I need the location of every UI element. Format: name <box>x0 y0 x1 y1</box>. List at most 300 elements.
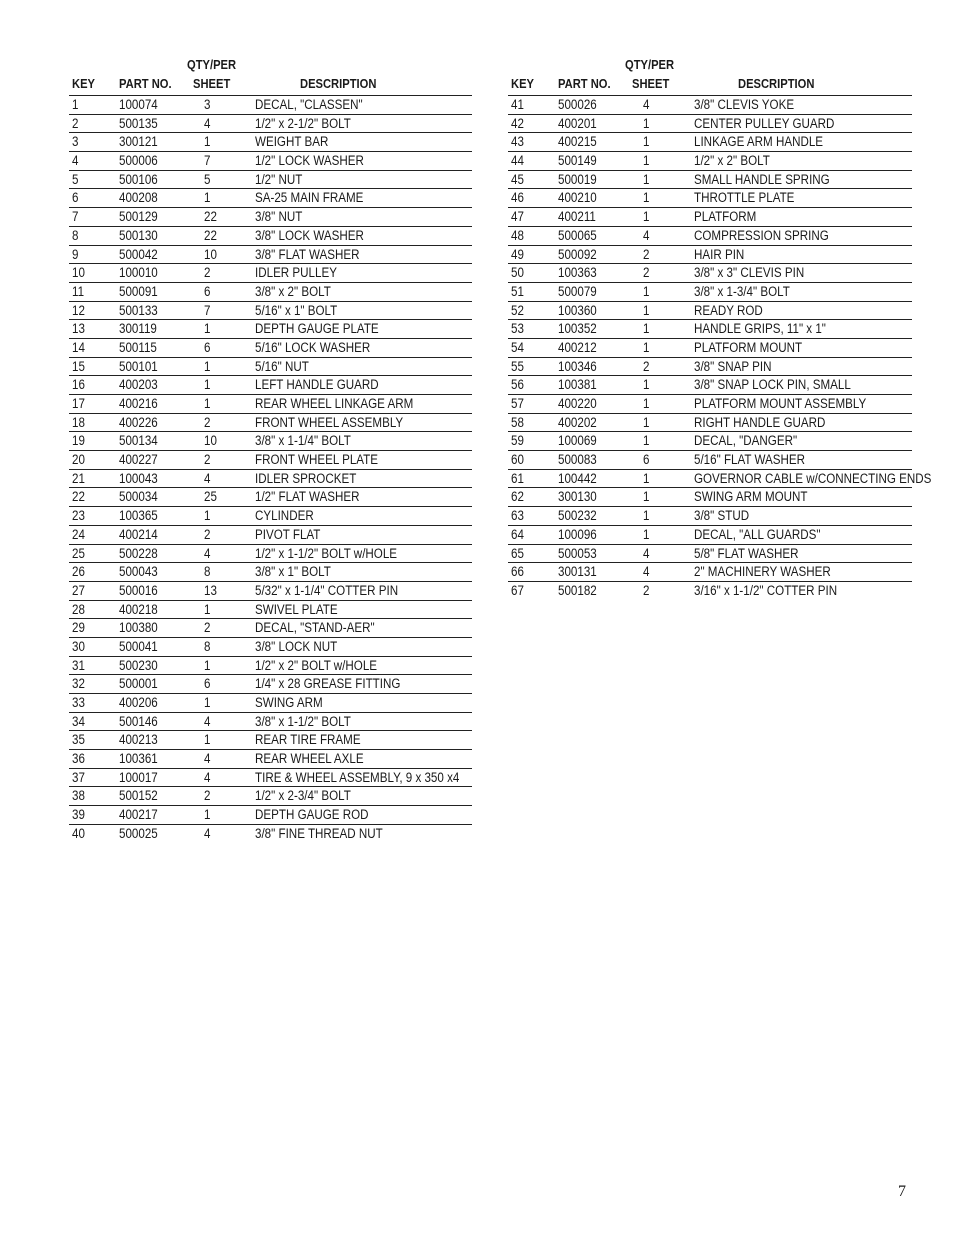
description-cell: 3/8" x 2" BOLT <box>255 283 331 299</box>
description-cell: DEPTH GAUGE PLATE <box>255 321 379 337</box>
description-cell: PIVOT FLAT <box>255 526 321 542</box>
table-row <box>508 395 912 414</box>
description-cell: 3/16" x 1-1/2" COTTER PIN <box>694 582 838 598</box>
qty-cell: 2 <box>643 265 650 281</box>
table-body <box>69 95 472 843</box>
table-row <box>508 208 912 227</box>
table-row <box>69 152 472 171</box>
part-no-cell: 500232 <box>558 508 597 524</box>
qty-cell: 1 <box>643 526 650 542</box>
qty-cell: 1 <box>643 283 650 299</box>
description-cell: 3/8" LOCK NUT <box>255 638 338 654</box>
part-no-cell: 400212 <box>558 339 597 355</box>
table-row <box>508 189 912 208</box>
description-cell: 1/2" x 2" BOLT w/HOLE <box>255 657 378 673</box>
key-cell: 67 <box>511 582 524 598</box>
table-row <box>69 189 472 208</box>
qty-cell: 4 <box>643 545 650 561</box>
description-cell: 3/8" SNAP LOCK PIN, SMALL <box>694 377 851 393</box>
qty-cell: 1 <box>204 377 211 393</box>
key-cell: 66 <box>511 564 524 580</box>
description-cell: 3/8" SNAP PIN <box>694 358 772 374</box>
description-cell: 2" MACHINERY WASHER <box>694 564 831 580</box>
table-row <box>69 675 472 694</box>
description-cell: PLATFORM MOUNT ASSEMBLY <box>694 396 867 411</box>
qty-cell: 2 <box>204 620 211 636</box>
description-cell: READY ROD <box>694 302 763 318</box>
part-no-cell: 500041 <box>119 638 158 654</box>
key-cell: 5 <box>72 171 79 187</box>
table-body <box>508 95 932 600</box>
table-row <box>508 171 912 190</box>
key-header: KEY <box>511 76 534 91</box>
description-cell: 1/2" x 2" BOLT <box>694 153 770 169</box>
part-no-cell: 100360 <box>558 302 597 318</box>
table-row <box>69 619 472 638</box>
table-row <box>69 769 472 788</box>
part-no-cell: 500130 <box>119 227 158 243</box>
description-cell: SWING ARM <box>255 695 323 710</box>
key-cell: 36 <box>72 751 85 767</box>
qty-cell: 1 <box>204 695 211 710</box>
key-cell: 13 <box>72 321 85 337</box>
qty-cell: 8 <box>204 564 211 580</box>
part-no-cell: 300119 <box>119 321 157 337</box>
table-header <box>69 55 472 95</box>
description-cell: 3/8" x 1-1/2" BOLT <box>255 713 351 729</box>
description-cell: HAIR PIN <box>694 246 745 262</box>
part-no-cell: 400216 <box>119 396 158 411</box>
table-row <box>508 563 912 582</box>
description-cell: 5/32" x 1-1/4" COTTER PIN <box>255 582 399 598</box>
key-cell: 59 <box>511 433 524 449</box>
key-cell: 49 <box>511 246 524 262</box>
key-cell: 1 <box>72 97 79 112</box>
table-row <box>508 227 912 246</box>
part-no-cell: 500115 <box>119 339 157 355</box>
part-no-cell: 500101 <box>119 358 158 374</box>
part-no-cell: 400206 <box>119 695 158 710</box>
key-cell: 9 <box>72 246 79 262</box>
description-header: DESCRIPTION <box>300 76 377 91</box>
key-cell: 33 <box>72 695 85 710</box>
part-no-cell: 500006 <box>119 153 158 169</box>
qty-cell: 2 <box>643 582 650 598</box>
key-cell: 65 <box>511 545 524 561</box>
qty-cell: 1 <box>204 190 211 206</box>
key-cell: 21 <box>72 470 85 486</box>
key-cell: 2 <box>72 115 79 131</box>
table-row <box>69 115 472 134</box>
description-cell: 1/2" NUT <box>255 171 303 187</box>
description-cell: SWING ARM MOUNT <box>694 489 808 505</box>
key-cell: 4 <box>72 153 79 169</box>
description-cell: SWIVEL PLATE <box>255 601 338 617</box>
key-cell: 8 <box>72 227 79 243</box>
qty-cell: 1 <box>643 508 650 524</box>
qty-cell: 1 <box>204 657 211 673</box>
table-row <box>69 358 472 377</box>
description-cell: SMALL HANDLE SPRING <box>694 171 830 187</box>
description-cell: LINKAGE ARM HANDLE <box>694 134 824 150</box>
qty-cell: 6 <box>204 283 211 299</box>
key-cell: 61 <box>511 470 524 486</box>
part-no-cell: 500129 <box>119 209 158 225</box>
description-cell: 3/8" FLAT WASHER <box>255 246 360 262</box>
description-cell: PLATFORM MOUNT <box>694 339 803 355</box>
table-row <box>69 582 472 601</box>
part-no-cell: 400214 <box>119 526 158 542</box>
description-cell: 3/8" CLEVIS YOKE <box>694 97 795 112</box>
key-cell: 60 <box>511 452 524 468</box>
table-row <box>69 526 472 545</box>
description-cell: 1/2" x 2-3/4" BOLT <box>255 788 351 804</box>
description-cell: 5/16" LOCK WASHER <box>255 339 371 355</box>
qty-cell: 1 <box>204 396 211 411</box>
description-cell: DEPTH GAUGE ROD <box>255 807 369 823</box>
key-cell: 10 <box>72 265 85 281</box>
table-row <box>508 246 912 265</box>
qty-cell: 4 <box>204 751 211 767</box>
part-no-cell: 500042 <box>119 246 158 262</box>
table-header <box>508 55 912 95</box>
key-cell: 7 <box>72 209 79 225</box>
key-cell: 40 <box>72 825 85 841</box>
qty-cell: 5 <box>204 171 211 187</box>
table-row <box>69 227 472 246</box>
key-cell: 64 <box>511 526 524 542</box>
table-row <box>69 246 472 265</box>
part-no-cell: 500149 <box>558 153 597 169</box>
qty-cell: 10 <box>204 246 217 262</box>
key-cell: 25 <box>72 545 85 561</box>
part-no-cell: 400202 <box>558 414 597 430</box>
part-no-cell: 400226 <box>119 414 158 430</box>
qty-cell: 1 <box>643 433 650 449</box>
qty-cell: 6 <box>643 452 650 468</box>
table-row <box>69 601 472 620</box>
qty-cell: 7 <box>204 302 211 318</box>
qty-cell: 4 <box>204 825 211 841</box>
key-cell: 15 <box>72 358 85 374</box>
parts-table-right <box>508 55 932 600</box>
qty-cell: 1 <box>643 470 650 486</box>
key-cell: 46 <box>511 190 524 206</box>
table-row <box>69 657 472 676</box>
key-cell: 3 <box>72 134 79 150</box>
part-no-cell: 400201 <box>558 115 597 131</box>
key-cell: 22 <box>72 489 85 505</box>
description-header: DESCRIPTION <box>738 76 815 91</box>
table-row <box>69 376 472 395</box>
key-cell: 57 <box>511 396 524 411</box>
table-row <box>69 320 472 339</box>
key-cell: 23 <box>72 508 85 524</box>
key-cell: 39 <box>72 807 85 823</box>
description-cell: FRONT WHEEL PLATE <box>255 452 379 468</box>
qty-cell: 2 <box>643 246 650 262</box>
table-row <box>508 358 912 377</box>
part-no-cell: 500065 <box>558 227 597 243</box>
key-cell: 26 <box>72 564 85 580</box>
part-no-cell: 100010 <box>119 265 158 281</box>
key-cell: 6 <box>72 190 79 206</box>
part-no-cell: 500106 <box>119 171 158 187</box>
table-row <box>69 750 472 769</box>
part-no-header: PART NO. <box>558 76 611 91</box>
qty-header-line1: QTY/PER <box>187 57 237 72</box>
part-no-cell: 300131 <box>558 564 597 580</box>
table-row <box>508 376 912 395</box>
qty-cell: 1 <box>643 190 650 206</box>
part-no-cell: 500134 <box>119 433 158 449</box>
table-row <box>69 414 472 433</box>
table-row <box>69 133 472 152</box>
key-cell: 37 <box>72 769 85 785</box>
qty-cell: 10 <box>204 433 217 449</box>
part-no-cell: 100074 <box>119 97 158 112</box>
qty-cell: 1 <box>204 321 211 337</box>
part-no-cell: 100017 <box>119 769 158 785</box>
table-row <box>69 264 472 283</box>
qty-cell: 2 <box>204 788 211 804</box>
key-cell: 50 <box>511 265 524 281</box>
key-cell: 29 <box>72 620 85 636</box>
qty-cell: 1 <box>643 489 650 505</box>
table-row <box>69 432 472 451</box>
qty-cell: 4 <box>204 545 211 561</box>
qty-cell: 25 <box>204 489 217 505</box>
table-row <box>508 133 912 152</box>
part-no-cell: 100363 <box>558 265 597 281</box>
table-row <box>69 694 472 713</box>
qty-cell: 4 <box>204 769 211 785</box>
part-no-cell: 500092 <box>558 246 597 262</box>
description-cell: COMPRESSION SPRING <box>694 227 829 243</box>
part-no-header: PART NO. <box>119 76 172 91</box>
part-no-cell: 100346 <box>558 358 597 374</box>
description-cell: 1/2" LOCK WASHER <box>255 153 364 169</box>
qty-cell: 1 <box>643 302 650 318</box>
table-row <box>508 115 912 134</box>
table-row <box>508 302 912 321</box>
key-cell: 45 <box>511 171 524 187</box>
description-cell: DECAL, "CLASSEN" <box>255 97 363 112</box>
part-no-cell: 100096 <box>558 526 597 542</box>
description-cell: DECAL, "ALL GUARDS" <box>694 526 821 542</box>
table-row <box>69 507 472 526</box>
qty-cell: 1 <box>643 153 650 169</box>
key-cell: 28 <box>72 601 85 617</box>
key-cell: 51 <box>511 283 524 299</box>
table-row <box>508 320 912 339</box>
table-row <box>69 488 472 507</box>
qty-cell: 2 <box>204 414 211 430</box>
qty-cell: 2 <box>204 526 211 542</box>
part-no-cell: 500133 <box>119 302 158 318</box>
part-no-cell: 500001 <box>119 676 158 692</box>
description-cell: REAR WHEEL AXLE <box>255 751 364 767</box>
part-no-cell: 500034 <box>119 489 158 505</box>
qty-cell: 13 <box>204 582 217 598</box>
part-no-cell: 500083 <box>558 452 597 468</box>
table-row <box>508 526 912 545</box>
description-cell: THROTTLE PLATE <box>694 190 795 206</box>
table-row <box>69 806 472 825</box>
part-no-cell: 100380 <box>119 620 158 636</box>
qty-cell: 1 <box>204 807 211 823</box>
table-row <box>69 470 472 489</box>
table-row <box>69 638 472 657</box>
table-row <box>69 96 472 115</box>
part-no-cell: 100069 <box>558 433 597 449</box>
table-row <box>508 152 912 171</box>
table-row <box>69 395 472 414</box>
description-cell: PLATFORM <box>694 209 757 225</box>
part-no-cell: 100381 <box>558 377 597 393</box>
description-cell: 1/2" FLAT WASHER <box>255 489 360 505</box>
page-number: 7 <box>898 1183 906 1200</box>
key-cell: 42 <box>511 115 524 131</box>
description-cell: 5/16" NUT <box>255 358 309 374</box>
part-no-cell: 400211 <box>558 209 596 225</box>
part-no-cell: 400227 <box>119 452 158 468</box>
qty-cell: 4 <box>204 713 211 729</box>
qty-header-line2: SHEET <box>193 76 231 91</box>
part-no-cell: 500079 <box>558 283 597 299</box>
description-cell: FRONT WHEEL ASSEMBLY <box>255 414 404 430</box>
qty-cell: 1 <box>643 396 650 411</box>
part-no-cell: 500091 <box>119 283 158 299</box>
table-row <box>508 545 912 564</box>
table-row <box>508 488 912 507</box>
key-cell: 63 <box>511 508 524 524</box>
part-no-cell: 500182 <box>558 582 597 598</box>
table-row <box>508 283 912 302</box>
qty-cell: 1 <box>643 171 650 187</box>
key-cell: 53 <box>511 321 524 337</box>
description-cell: REAR WHEEL LINKAGE ARM <box>255 396 414 411</box>
qty-header-line1: QTY/PER <box>625 57 675 72</box>
description-cell: RIGHT HANDLE GUARD <box>694 414 826 430</box>
table-row <box>69 171 472 190</box>
qty-cell: 1 <box>643 115 650 131</box>
part-no-cell: 100352 <box>558 321 597 337</box>
qty-cell: 1 <box>204 508 211 524</box>
description-cell: IDLER SPROCKET <box>255 470 357 486</box>
part-no-cell: 500230 <box>119 657 158 673</box>
table-row <box>508 470 932 489</box>
table-row <box>69 451 472 470</box>
description-cell: 3/8" STUD <box>694 508 750 524</box>
table-row <box>69 825 472 843</box>
qty-cell: 4 <box>643 97 650 112</box>
key-cell: 14 <box>72 339 85 355</box>
description-cell: REAR TIRE FRAME <box>255 732 361 748</box>
key-cell: 38 <box>72 788 85 804</box>
table-row <box>508 582 912 600</box>
table-row <box>69 563 472 582</box>
description-cell: 3/8" x 1-3/4" BOLT <box>694 283 790 299</box>
table-row <box>69 787 472 806</box>
part-no-cell: 500146 <box>119 713 158 729</box>
table-row <box>508 507 912 526</box>
qty-cell: 22 <box>204 227 217 243</box>
part-no-cell: 100043 <box>119 470 158 486</box>
qty-cell: 1 <box>204 358 211 374</box>
qty-cell: 8 <box>204 638 211 654</box>
key-cell: 20 <box>72 452 85 468</box>
description-cell: 3/8" LOCK WASHER <box>255 227 364 243</box>
description-cell: CENTER PULLEY GUARD <box>694 115 835 131</box>
description-cell: 1/4" x 28 GREASE FITTING <box>255 676 401 692</box>
table-row <box>69 339 472 358</box>
part-no-cell: 500228 <box>119 545 158 561</box>
description-cell: DECAL, "DANGER" <box>694 433 798 449</box>
key-header: KEY <box>72 76 95 91</box>
key-cell: 55 <box>511 358 524 374</box>
table-row <box>69 731 472 750</box>
qty-cell: 4 <box>643 227 650 243</box>
part-no-cell: 100361 <box>119 751 158 767</box>
table-row <box>69 545 472 564</box>
table-row <box>508 264 912 283</box>
description-cell: CYLINDER <box>255 508 314 524</box>
qty-cell: 6 <box>204 339 211 355</box>
qty-cell: 1 <box>643 321 650 337</box>
qty-cell: 2 <box>643 358 650 374</box>
part-no-cell: 300121 <box>119 134 158 150</box>
table-row <box>69 283 472 302</box>
part-no-cell: 400217 <box>119 807 158 823</box>
key-cell: 31 <box>72 657 85 673</box>
part-no-cell: 500019 <box>558 171 597 187</box>
qty-cell: 4 <box>204 470 211 486</box>
key-cell: 11 <box>72 283 85 299</box>
qty-cell: 3 <box>204 97 211 112</box>
part-no-cell: 400215 <box>558 134 597 150</box>
description-cell: IDLER PULLEY <box>255 265 337 281</box>
key-cell: 32 <box>72 676 85 692</box>
table-row <box>508 339 912 358</box>
qty-cell: 4 <box>643 564 650 580</box>
part-no-cell: 400203 <box>119 377 158 393</box>
part-no-cell: 400218 <box>119 601 158 617</box>
part-no-cell: 400220 <box>558 396 597 411</box>
description-cell: SA-25 MAIN FRAME <box>255 190 364 206</box>
qty-cell: 1 <box>204 134 211 150</box>
qty-cell: 6 <box>204 676 211 692</box>
key-cell: 56 <box>511 377 524 393</box>
table-row <box>69 713 472 732</box>
qty-cell: 22 <box>204 209 217 225</box>
key-cell: 44 <box>511 153 524 169</box>
key-cell: 18 <box>72 414 85 430</box>
qty-cell: 2 <box>204 452 211 468</box>
qty-cell: 4 <box>204 115 211 131</box>
qty-cell: 1 <box>643 209 650 225</box>
qty-cell: 1 <box>643 134 650 150</box>
key-cell: 35 <box>72 732 85 748</box>
description-cell: WEIGHT BAR <box>255 134 329 150</box>
key-cell: 16 <box>72 377 85 393</box>
description-cell: DECAL, "STAND-AER" <box>255 620 375 636</box>
part-no-cell: 500053 <box>558 545 597 561</box>
key-cell: 48 <box>511 227 524 243</box>
description-cell: TIRE & WHEEL ASSEMBLY, 9 x 350 x4 <box>255 769 460 785</box>
key-cell: 41 <box>511 97 524 112</box>
part-no-cell: 500152 <box>119 788 158 804</box>
